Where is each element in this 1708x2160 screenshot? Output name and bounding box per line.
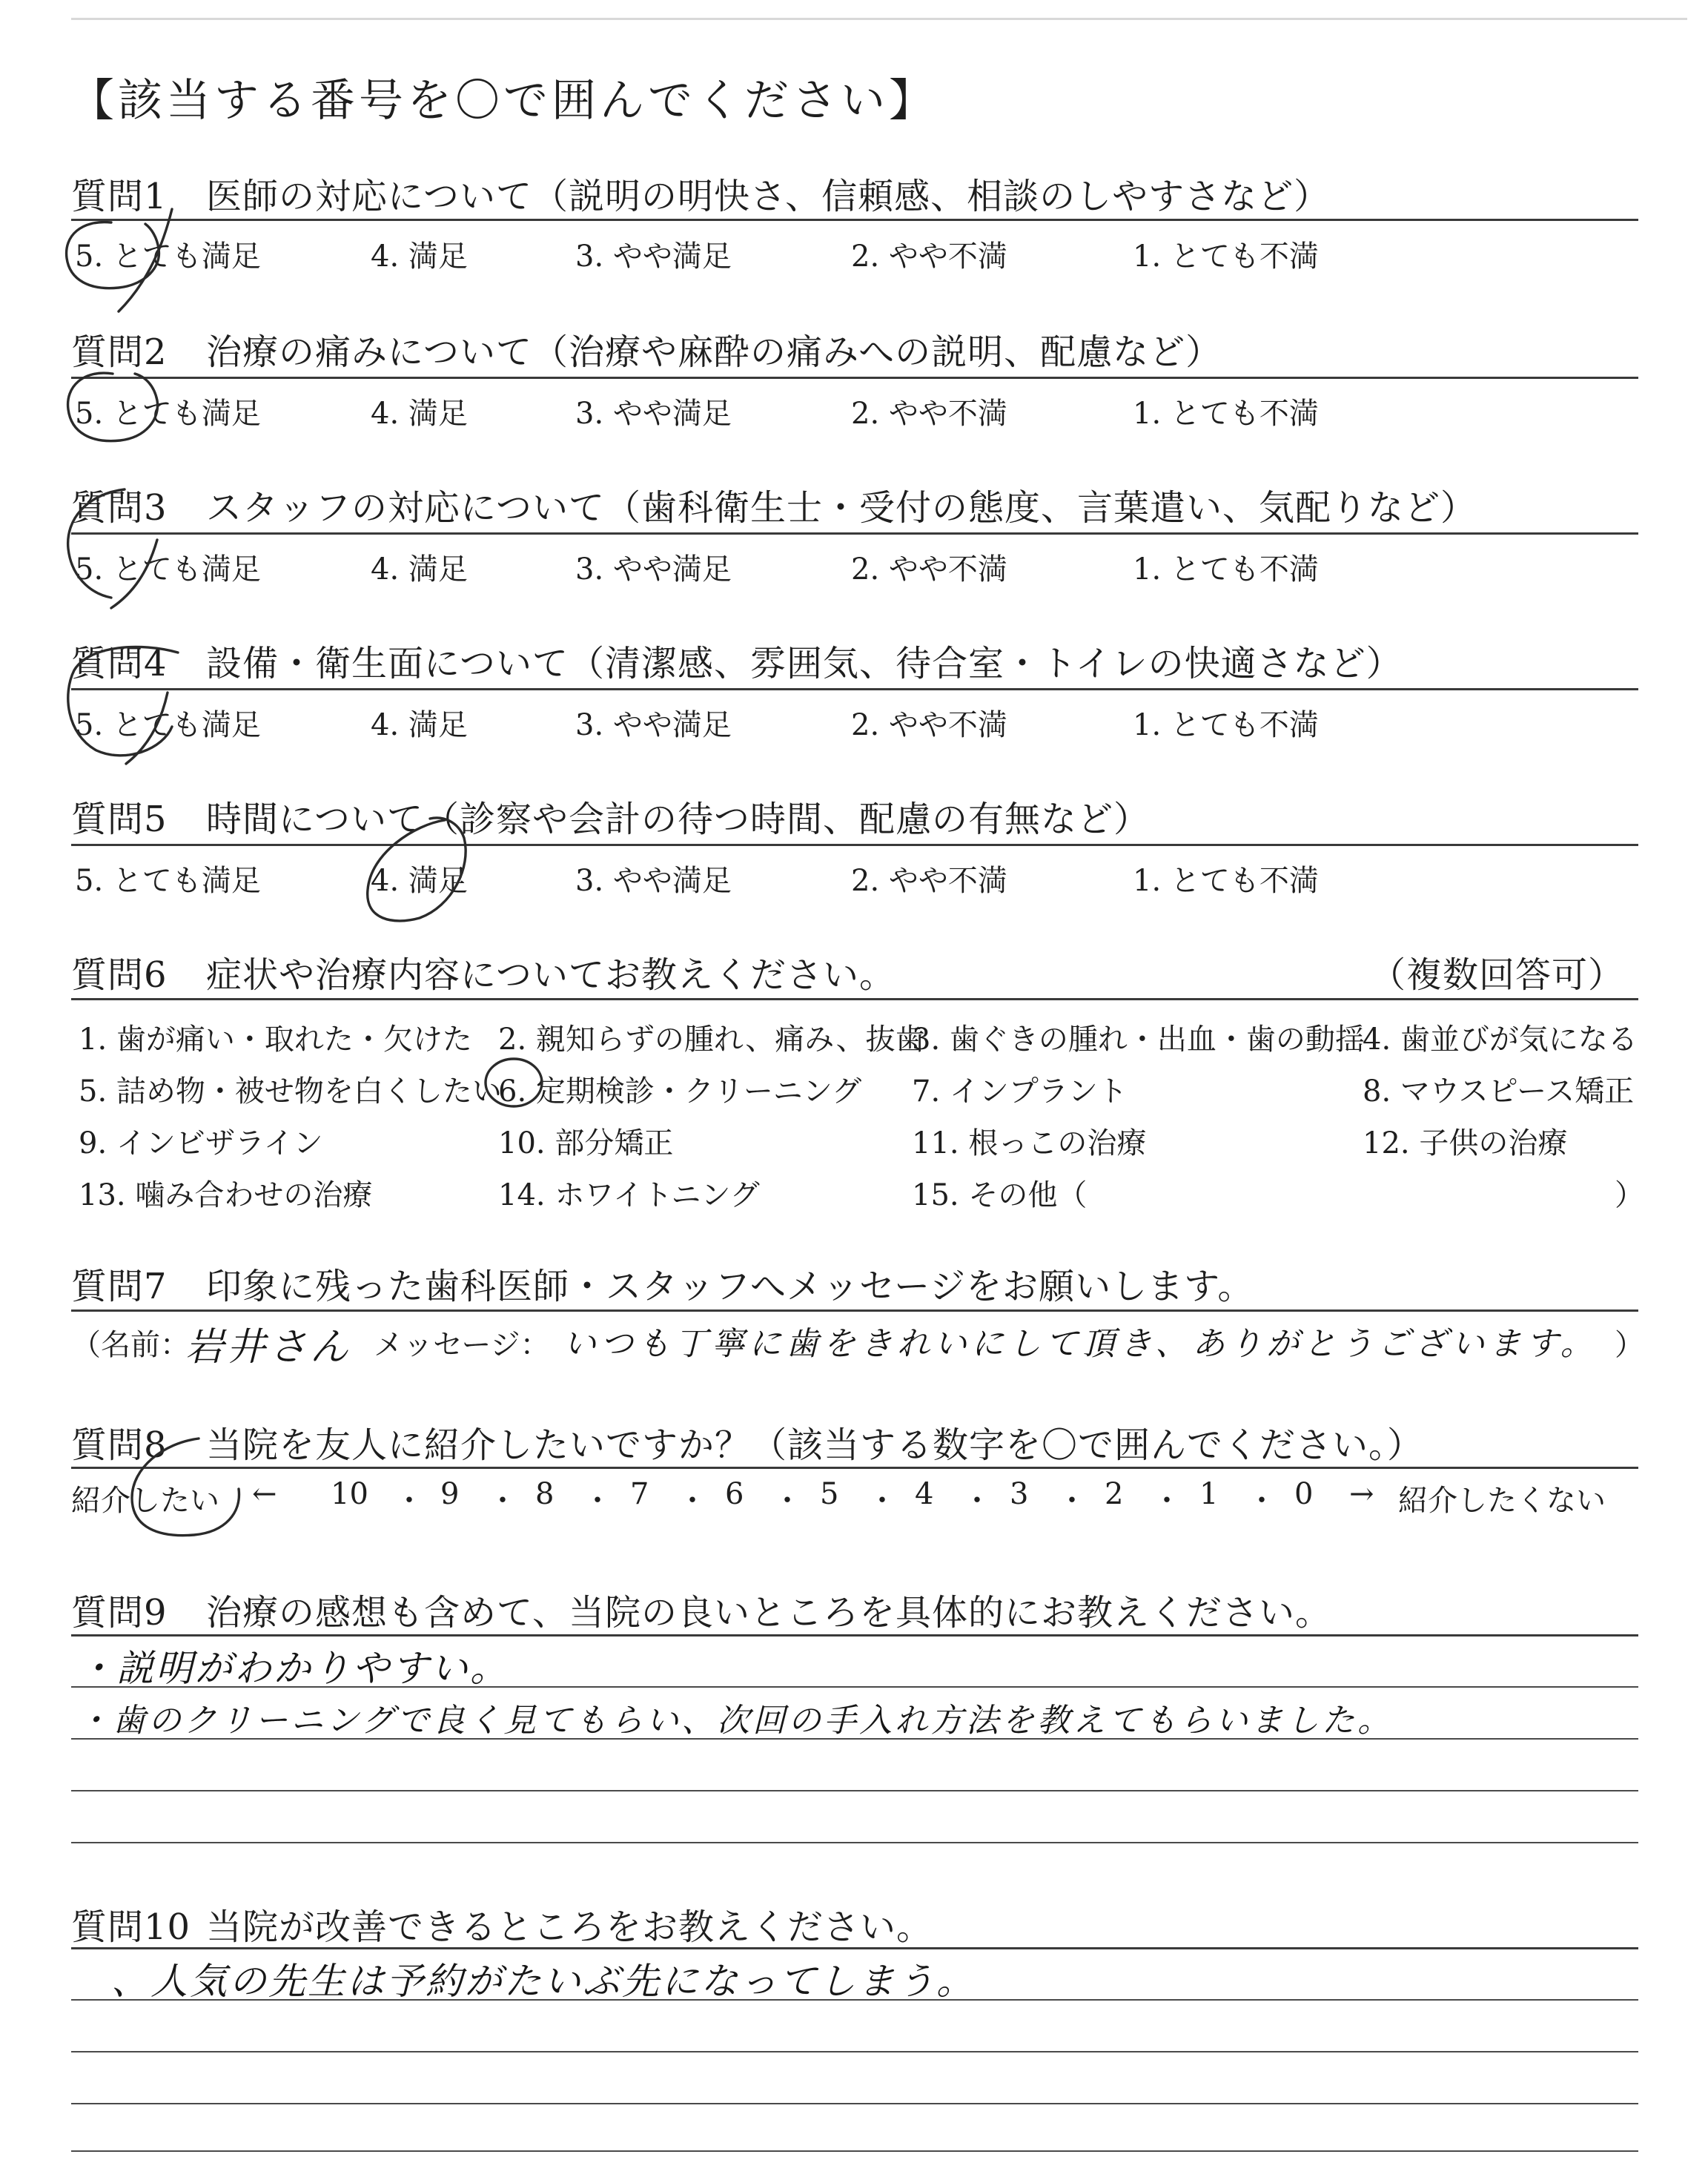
scale-6[interactable]: 6 (725, 1477, 744, 1511)
q6-option-4[interactable]: 4. 歯並びが気になる (1363, 1023, 1638, 1057)
answer-line (71, 1842, 1638, 1843)
q3-option-5[interactable]: 5. とても満足 (75, 552, 261, 587)
q5-option-4[interactable]: 4. 満足 (371, 864, 468, 898)
q2-option-1[interactable]: 1. とても不満 (1133, 397, 1319, 431)
question-4-label: 質問4 (71, 643, 168, 684)
question-2-label: 質問2 (71, 331, 168, 373)
question-4-text: 設備・衛生面について（清潔感、雰囲気、待合室・トイレの快適さなど） (206, 643, 1403, 684)
q6-option-13[interactable]: 13. 噛み合わせの治療 (79, 1178, 373, 1212)
q1-option-3[interactable]: 3. やや満足 (575, 240, 732, 274)
question-2 (71, 323, 1222, 374)
not-recommend-label[interactable]: 紹介したくない (1398, 1484, 1606, 1518)
question-6-text: 症状や治療内容についてお教えください。 (206, 954, 896, 996)
q3-option-1[interactable]: 1. とても不満 (1133, 552, 1319, 587)
question-9-rule (71, 1634, 1638, 1636)
question-7-label: 質問7 (71, 1266, 168, 1307)
scale-4[interactable]: 4 (915, 1477, 934, 1511)
question-10-label: 質問10 (71, 1906, 191, 1948)
question-8 (71, 1416, 1423, 1467)
q4-option-4[interactable]: 4. 満足 (371, 708, 468, 742)
q6-option-8[interactable]: 8. マウスピース矯正 (1363, 1074, 1635, 1109)
question-9-text: 治療の感想も含めて、当院の良いところを具体的にお教えください。 (206, 1592, 1332, 1634)
form-title: 【該当する番号を〇で囲んでください】 (70, 75, 937, 127)
scale-10[interactable]: 10 (331, 1477, 368, 1511)
scale-dot: ・ (1152, 1484, 1182, 1518)
question-3 (71, 479, 1477, 530)
scale-5[interactable]: 5 (820, 1477, 839, 1511)
q5-option-3[interactable]: 3. やや満足 (575, 864, 732, 898)
question-6-label: 質問6 (71, 954, 168, 996)
q3-option-3[interactable]: 3. やや満足 (575, 552, 732, 587)
q5-option-5[interactable]: 5. とても満足 (75, 864, 261, 898)
question-5 (71, 790, 1150, 842)
question-4-rule (71, 688, 1638, 690)
question-5-text: 時間について（診察や会計の待つ時間、配慮の有無など） (206, 799, 1151, 840)
q6-option-14[interactable]: 14. ホワイトニング (498, 1178, 760, 1212)
question-6-rule (71, 998, 1638, 1000)
q5-option-2[interactable]: 2. やや不満 (851, 864, 1007, 898)
q6-option-5[interactable]: 5. 詰め物・被せ物を白くしたい (79, 1074, 502, 1109)
question-4 (71, 635, 1403, 686)
answer-line (71, 2150, 1638, 2152)
q6-other-close-paren: ） (1615, 1178, 1644, 1212)
q2-option-2[interactable]: 2. やや不満 (851, 397, 1007, 431)
q1-option-5[interactable]: 5. とても満足 (75, 240, 261, 274)
top-border (71, 18, 1687, 20)
recommend-label[interactable]: 紹介したい (71, 1484, 219, 1518)
q2-option-4[interactable]: 4. 満足 (371, 397, 468, 431)
question-3-label: 質問3 (71, 487, 168, 529)
q1-option-4[interactable]: 4. 満足 (371, 240, 468, 274)
q1-option-1[interactable]: 1. とても不満 (1133, 240, 1319, 274)
question-7-text: 印象に残った歯科医師・スタッフへメッセージをお願いします。 (206, 1266, 1254, 1307)
q6-option-1[interactable]: 1. 歯が痛い・取れた・欠けた (79, 1023, 472, 1057)
question-3-text: スタッフの対応について（歯科衛生士・受付の態度、言葉遣い、気配りなど） (206, 487, 1477, 529)
q1-option-2[interactable]: 2. やや不満 (851, 240, 1007, 274)
q6-option-2[interactable]: 2. 親知らずの腫れ、痛み、抜歯 (498, 1023, 925, 1057)
q9-answer-line-1[interactable]: ・説明がわかりやすい。 (77, 1647, 509, 1690)
scale-dot: ・ (962, 1484, 992, 1518)
scale-dot: ・ (394, 1484, 424, 1518)
scale-dot: ・ (583, 1484, 612, 1518)
question-5-label: 質問5 (71, 799, 168, 840)
q3-option-2[interactable]: 2. やや不満 (851, 552, 1007, 587)
question-10 (71, 1898, 933, 1949)
scale-dot: ・ (867, 1484, 897, 1518)
question-1-rule (71, 219, 1638, 221)
q2-option-5[interactable]: 5. とても満足 (75, 397, 261, 431)
question-1-text: 医師の対応について（説明の明快さ、信頼感、相談のしやすさなど） (206, 176, 1331, 217)
question-9 (71, 1584, 1331, 1635)
q6-option-7[interactable]: 7. インプラント (912, 1074, 1128, 1109)
q6-option-12[interactable]: 12. 子供の治療 (1363, 1126, 1568, 1160)
q5-option-1[interactable]: 1. とても不満 (1133, 864, 1319, 898)
left-arrow: ← (252, 1477, 277, 1511)
q4-option-2[interactable]: 2. やや不満 (851, 708, 1007, 742)
scale-8[interactable]: 8 (535, 1477, 555, 1511)
question-5-rule (71, 844, 1638, 846)
question-7-rule (71, 1309, 1638, 1312)
message-label: メッセージ： (374, 1328, 550, 1362)
scale-3[interactable]: 3 (1010, 1477, 1029, 1511)
q4-option-3[interactable]: 3. やや満足 (575, 708, 732, 742)
question-1-label: 質問1 (71, 176, 168, 217)
question-1 (71, 168, 1330, 219)
q6-option-15[interactable]: 15. その他（ (912, 1178, 1088, 1212)
question-7 (71, 1258, 1254, 1309)
scale-dot: ・ (678, 1484, 707, 1518)
question-8-text: 当院を友人に紹介したいですか？（該当する数字を〇で囲んでください。） (206, 1424, 1424, 1466)
name-label: （名前： (71, 1328, 190, 1362)
question-6 (71, 946, 896, 997)
question-10-text: 当院が改善できるところをお教えください。 (206, 1906, 933, 1948)
question-8-rule (71, 1467, 1638, 1469)
name-field[interactable]: 岩井さん (185, 1325, 352, 1370)
right-arrow: → (1349, 1477, 1374, 1511)
question-2-rule (71, 377, 1638, 379)
scale-dot: ・ (1247, 1484, 1277, 1518)
q4-option-5[interactable]: 5. とても満足 (75, 708, 261, 742)
answer-line (71, 2051, 1638, 2052)
q2-option-3[interactable]: 3. やや満足 (575, 397, 732, 431)
scale-dot: ・ (772, 1484, 802, 1518)
q6-option-3[interactable]: 3. 歯ぐきの腫れ・出血・歯の動揺 (912, 1023, 1365, 1057)
q6-option-10[interactable]: 10. 部分矯正 (498, 1126, 674, 1160)
scale-2[interactable]: 2 (1105, 1477, 1124, 1511)
q10-answer-line-1[interactable]: 、人気の先生は予約がたいぶ先になってしまう。 (111, 1960, 976, 2003)
scale-dot: ・ (488, 1484, 517, 1518)
answer-line (71, 1790, 1638, 1791)
scale-7[interactable]: 7 (630, 1477, 649, 1511)
q9-answer-line-2[interactable]: ・歯のクリーニングで良く見てもらい、次回の手入れ方法を教えてもらいました。 (77, 1702, 1394, 1740)
scale-dot: ・ (1057, 1484, 1087, 1518)
scale-1[interactable]: 1 (1199, 1477, 1219, 1511)
scale-0[interactable]: 0 (1294, 1477, 1314, 1511)
question-8-label: 質問8 (71, 1424, 168, 1466)
question-3-rule (71, 532, 1638, 535)
q6-option-9[interactable]: 9. インビザライン (79, 1126, 323, 1160)
message-field[interactable]: いつも丁寧に歯をきれいにして頂き、ありがとうございます。 (563, 1325, 1598, 1363)
question-10-rule (71, 1947, 1638, 1949)
q4-option-1[interactable]: 1. とても不満 (1133, 708, 1319, 742)
scale-9[interactable]: 9 (440, 1477, 460, 1511)
q6-option-11[interactable]: 11. 根っこの治療 (912, 1126, 1147, 1160)
question-2-text: 治療の痛みについて（治療や麻酔の痛みへの説明、配慮など） (206, 331, 1222, 373)
q7-close-paren: ） (1615, 1328, 1644, 1362)
q6-option-6[interactable]: 6. 定期検診・クリーニング (498, 1074, 862, 1109)
multiple-answers-note: （複数回答可） (1370, 954, 1625, 996)
answer-line (71, 2103, 1638, 2104)
question-9-label: 質問9 (71, 1592, 168, 1634)
q3-option-4[interactable]: 4. 満足 (371, 552, 468, 587)
